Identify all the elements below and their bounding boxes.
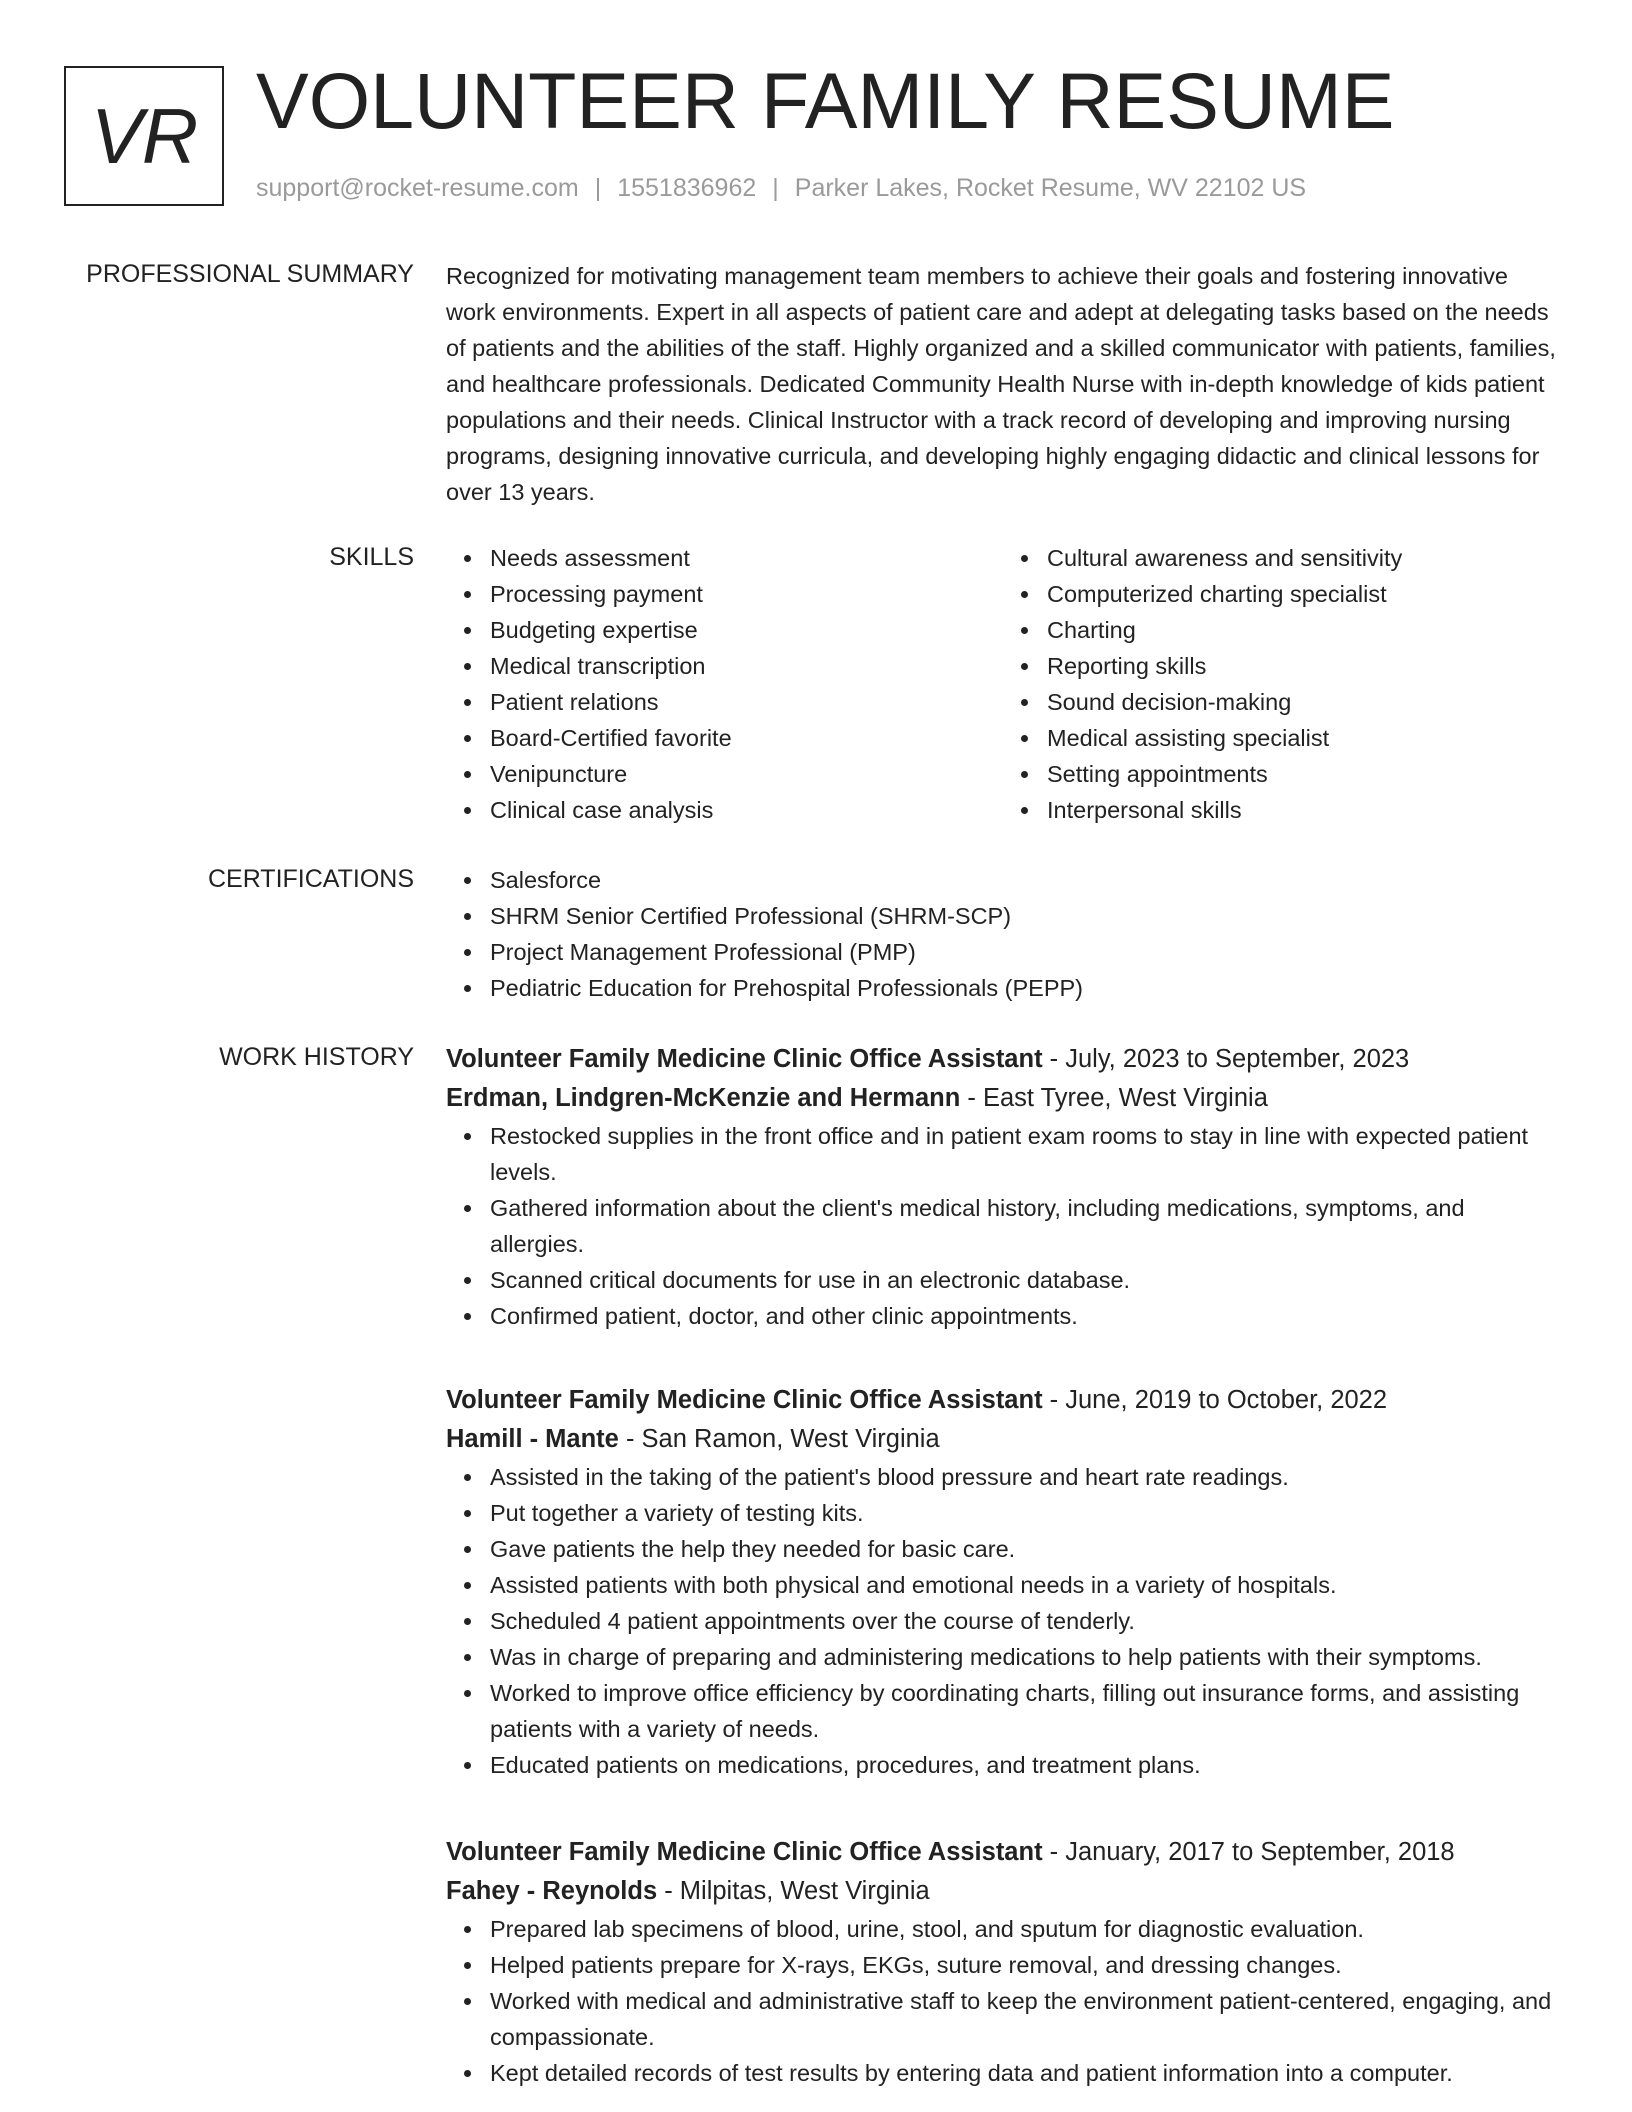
job-bullet-item: Scanned critical documents for use in an electronic database. — [490, 1262, 1560, 1298]
job-dates: - June, 2019 to October, 2022 — [1042, 1386, 1388, 1414]
skill-item: Setting appointments — [1047, 756, 1560, 792]
job-location: - Milpitas, West Virginia — [657, 1877, 930, 1905]
contact-email: support@rocket-resume.com — [256, 174, 579, 202]
job-bullet-item: Scheduled 4 patient appointments over the course of tenderly. — [490, 1603, 1560, 1639]
job-title-line — [446, 1381, 1560, 1419]
job-bullets — [446, 1911, 1560, 2091]
job-company: Erdman, Lindgren-McKenzie and Hermann — [446, 1084, 961, 1112]
skill-item: Reporting skills — [1047, 648, 1560, 684]
job-title: Volunteer Family Medicine Clinic Office Assistant — [446, 1386, 1043, 1414]
skill-item: Venipuncture — [490, 756, 1003, 792]
job-bullet-item: Educated patients on medications, procedures, and treatment plans. — [490, 1747, 1560, 1783]
contact-separator: | — [772, 174, 779, 202]
certification-item: Salesforce — [490, 862, 1560, 898]
job-company: Hamill - Mante — [446, 1425, 619, 1453]
job-bullet-item: Assisted patients with both physical and emotional needs in a variety of hospitals. — [490, 1567, 1560, 1603]
contact-separator: | — [594, 174, 602, 202]
summary-text: Recognized for motivating management team members to achieve their goals and fostering innovative work environments. Expert in all aspects of patient care and adept at delegating tasks based on the needs of patients and the abilities of the staff. Highly organized and a skilled communicator with patients, families, and healthcare professionals. Dedicated Community Health Nurse with in-depth knowledge of kids patient populations and their needs. Clinical Instructor with a track record of developing and improving nursing programs, designing innovative curricula, and developing highly engaging didactic and clinical lessons for over 13 years. — [446, 263, 1556, 505]
certification-item: SHRM Senior Certified Professional (SHRM-SCP) — [490, 898, 1560, 934]
skill-item: Charting — [1047, 612, 1560, 648]
skill-item: Processing payment — [490, 576, 1003, 612]
job-dates: - July, 2023 to September, 2023 — [1042, 1045, 1410, 1073]
skill-item: Needs assessment — [490, 540, 1003, 576]
job-entry — [446, 1381, 1560, 1783]
job-title: Volunteer Family Medicine Clinic Office Assistant — [446, 1838, 1043, 1866]
skills-list-right — [1003, 540, 1560, 828]
job-location: - East Tyree, West Virginia — [960, 1084, 1268, 1112]
skills-section — [446, 540, 1560, 828]
job-bullets — [446, 1459, 1560, 1783]
certification-item: Pediatric Education for Prehospital Professionals (PEPP) — [490, 970, 1560, 1006]
skill-item: Interpersonal skills — [1047, 792, 1560, 828]
job-entry — [446, 1833, 1560, 2091]
monogram-logo: VR — [64, 66, 224, 206]
skills-list-left — [446, 540, 1003, 828]
work-history-heading: WORK HISTORY — [219, 1043, 414, 1071]
skill-item: Computerized charting specialist — [1047, 576, 1560, 612]
job-bullet-item: Gathered information about the client's medical history, including medications, symptoms, and allergies. — [490, 1190, 1560, 1262]
job-title-line — [446, 1040, 1560, 1078]
job-bullet-item: Kept detailed records of test results by entering data and patient information into a computer. — [490, 2055, 1560, 2091]
job-bullet-item: Assisted in the taking of the patient's blood pressure and heart rate readings. — [490, 1459, 1560, 1495]
certifications-heading: CERTIFICATIONS — [207, 865, 414, 893]
skill-item: Cultural awareness and sensitivity — [1047, 540, 1560, 576]
job-bullet-item: Put together a variety of testing kits. — [490, 1495, 1560, 1531]
certifications-section — [446, 862, 1560, 1006]
job-bullet-item: Helped patients prepare for X-rays, EKGs, suture removal, and dressing changes. — [490, 1947, 1560, 1983]
job-bullet-item: Worked to improve office efficiency by coordinating charts, filling out insurance forms, and assisting patients with a variety of needs. — [490, 1675, 1560, 1747]
summary-heading: PROFESSIONAL SUMMARY — [86, 260, 414, 288]
skill-item: Board-Certified favorite — [490, 720, 1003, 756]
job-bullet-item: Worked with medical and administrative staff to keep the environment patient-centered, engaging, and compassionate. — [490, 1983, 1560, 2055]
job-bullet-item: Prepared lab specimens of blood, urine, stool, and sputum for diagnostic evaluation. — [490, 1911, 1560, 1947]
certification-item: Project Management Professional (PMP) — [490, 934, 1560, 970]
job-company: Fahey - Reynolds — [446, 1877, 658, 1905]
job-company-line — [446, 1871, 1560, 1911]
certifications-list — [446, 862, 1560, 1006]
resume-title: VOLUNTEER FAMILY RESUME — [256, 56, 1395, 145]
skill-item: Medical transcription — [490, 648, 1003, 684]
job-company-line — [446, 1419, 1560, 1459]
job-dates: - January, 2017 to September, 2018 — [1042, 1838, 1455, 1866]
job-company-line — [446, 1078, 1560, 1118]
summary-section — [446, 258, 1560, 510]
contact-line — [256, 174, 1306, 203]
skill-item: Clinical case analysis — [490, 792, 1003, 828]
job-title-line — [446, 1833, 1560, 1871]
job-bullets — [446, 1118, 1560, 1334]
skill-item: Patient relations — [490, 684, 1003, 720]
job-bullet-item: Gave patients the help they needed for basic care. — [490, 1531, 1560, 1567]
skill-item: Sound decision-making — [1047, 684, 1560, 720]
skill-item: Medical assisting specialist — [1047, 720, 1560, 756]
job-bullet-item: Was in charge of preparing and administering medications to help patients with their symptoms. — [490, 1639, 1560, 1675]
skill-item: Budgeting expertise — [490, 612, 1003, 648]
skills-heading: SKILLS — [329, 543, 414, 571]
contact-address: Parker Lakes, Rocket Resume, WV 22102 US — [794, 174, 1307, 202]
job-entry — [446, 1040, 1560, 1334]
job-bullet-item: Confirmed patient, doctor, and other clinic appointments. — [490, 1298, 1560, 1334]
job-bullet-item: Restocked supplies in the front office and in patient exam rooms to stay in line with expected patient levels. — [490, 1118, 1560, 1190]
job-title: Volunteer Family Medicine Clinic Office Assistant — [446, 1045, 1043, 1073]
contact-phone: 1551836962 — [617, 174, 757, 202]
job-location: - San Ramon, West Virginia — [618, 1425, 940, 1453]
